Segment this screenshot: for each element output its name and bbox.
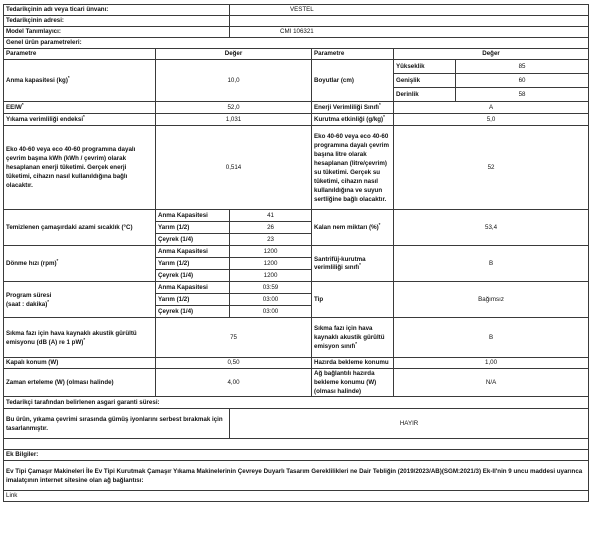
duration-half-value: 03:00 [230, 294, 312, 306]
supplier-value: VESTEL [230, 5, 589, 16]
extra-info-text: Ev Tipi Çamaşır Makineleri İle Ev Tipi Kurutmak Çamaşır Yıkama Makinelerinin Çevreye Duyarlı Tasarım Gereklilikleri ne Dair Tebliğin (2019/2023/AB)(SGM:2021/3) Ek-II'nin 9 uncu maddesi uyarınca imalatçının internet sitesine olan ağ bağlantısı: [4, 461, 589, 491]
capacity-value: 10,0 [156, 60, 312, 102]
supplier-label: Tedarikçinin adı veya ticari ünvanı: [4, 5, 230, 16]
type-label: Tip [312, 282, 394, 318]
off-mode-value: 0,50 [156, 358, 312, 369]
network-standby-value: N/A [394, 369, 589, 397]
spin-speed-label: Dönme hızı (rpm)* [4, 246, 156, 282]
extra-info-label: Ek Bilgiler: [4, 450, 589, 461]
noise-class-label: Sıkma fazı için hava kaynaklı akustik gürültü emisyon sınıfı* [312, 318, 394, 358]
address-value [230, 16, 589, 27]
wash-efficiency-label: Yıkama verimliliği endeksi* [4, 114, 156, 126]
type-value: Bağımsız [394, 282, 589, 318]
energy-class-value: A [394, 102, 589, 114]
spin-half-label: Yarım (1/2) [156, 258, 230, 270]
temp-rated-label: Anma Kapasitesi [156, 210, 230, 222]
model-label: Model Tanımlayıcı: [4, 27, 230, 38]
param-header-right: Parametre [312, 49, 394, 60]
dry-efficiency-value: 5,0 [394, 114, 589, 126]
silver-ion-label: Bu ürün, yıkama çevrimi sırasında gümüş iyonlarını serbest bırakmak için tasarlanmıştır. [4, 409, 230, 439]
duration-half-label: Yarım (1/2) [156, 294, 230, 306]
duration-quarter-value: 03:00 [230, 306, 312, 318]
spin-quarter-label: Çeyrek (1/4) [156, 270, 230, 282]
dimensions-label: Boyutlar (cm) [312, 60, 394, 102]
spin-half-value: 1200 [230, 258, 312, 270]
height-value: 85 [456, 60, 589, 74]
noise-value: 75 [156, 318, 312, 358]
energy-class-label: Enerji Verimliliği Sınıfı* [312, 102, 394, 114]
temperature-label: Temizlenen çamaşırdaki azami sıcaklık (°C) [4, 210, 156, 246]
temp-half-value: 26 [230, 222, 312, 234]
duration-quarter-label: Çeyrek (1/4) [156, 306, 230, 318]
noise-class-value: B [394, 318, 589, 358]
blank-row [4, 439, 589, 450]
duration-rated-value: 03:59 [230, 282, 312, 294]
value-header-left: Değer [156, 49, 312, 60]
spin-class-label: Santrifüj-kurutma verimliliği sınıfı* [312, 246, 394, 282]
general-params-label: Genel ürün parametreleri: [4, 38, 589, 49]
depth-label: Derinlik [394, 88, 456, 102]
width-label: Genişlik [394, 74, 456, 88]
link-label[interactable]: Link [4, 491, 589, 502]
temp-rated-value: 41 [230, 210, 312, 222]
wash-efficiency-value: 1,031 [156, 114, 312, 126]
standby-value: 1,00 [394, 358, 589, 369]
depth-value: 58 [456, 88, 589, 102]
energy-consumption-label: Eko 40-60 veya eco 40-60 programına dayalı çevrim başına kWh (kWh / çevrim) olarak hesaplanan enerji tüketimi. Gerçek enerji tüketimi, cihazın nasıl kullanıldığına bağlı olacaktır. [4, 126, 156, 210]
width-value: 60 [456, 74, 589, 88]
moisture-value: 53,4 [394, 210, 589, 246]
spin-class-value: B [394, 246, 589, 282]
height-label: Yükseklik [394, 60, 456, 74]
delay-start-value: 4,00 [156, 369, 312, 397]
spin-quarter-value: 1200 [230, 270, 312, 282]
capacity-label: Anma kapasitesi (kg)* [4, 60, 156, 102]
duration-label: Program süresi (saat : dakika)* [4, 282, 156, 318]
product-info-sheet [3, 4, 588, 502]
param-header-left: Parametre [4, 49, 156, 60]
address-label: Tedarikçinin adresi: [4, 16, 230, 27]
spin-rated-value: 1200 [230, 246, 312, 258]
eeiw-value: 52,0 [156, 102, 312, 114]
eeiw-label: EEIW* [4, 102, 156, 114]
energy-consumption-value: 0,514 [156, 126, 312, 210]
dry-efficiency-label: Kurutma etkinliği (g/kg)* [312, 114, 394, 126]
network-standby-label: Ağ bağlantılı hazırda bekleme konumu (W) (olması halinde) [312, 369, 394, 397]
spin-rated-label: Anma Kapasitesi [156, 246, 230, 258]
silver-ion-value: HAYIR [230, 409, 589, 439]
temp-quarter-value: 23 [230, 234, 312, 246]
temp-half-label: Yarım (1/2) [156, 222, 230, 234]
noise-label: Sıkma fazı için hava kaynaklı akustik gürültü emisyonu (dB (A) re 1 pW)* [4, 318, 156, 358]
value-header-right: Değer [394, 49, 589, 60]
water-consumption-value: 52 [394, 126, 589, 210]
off-mode-label: Kapalı konum (W) [4, 358, 156, 369]
product-info-table [3, 4, 589, 502]
model-value: CMI 106321 [230, 27, 589, 38]
water-consumption-label: Eko 40-60 veya eco 40-60 programına dayalı çevrim başına litre olarak hesaplanan (litre/çevrim) su tüketimi. Gerçek su tüketimi, cihazın nasıl kullanıldığına ve suyun sertliğine bağlı olacaktır. [312, 126, 394, 210]
warranty-label: Tedarikçi tarafından belirlenen asgari garanti süresi: [4, 397, 589, 409]
temp-quarter-label: Çeyrek (1/4) [156, 234, 230, 246]
duration-rated-label: Anma Kapasitesi [156, 282, 230, 294]
moisture-label: Kalan nem miktarı (%)* [312, 210, 394, 246]
delay-start-label: Zaman erteleme (W) (olması halinde) [4, 369, 156, 397]
standby-label: Hazırda bekleme konumu [312, 358, 394, 369]
